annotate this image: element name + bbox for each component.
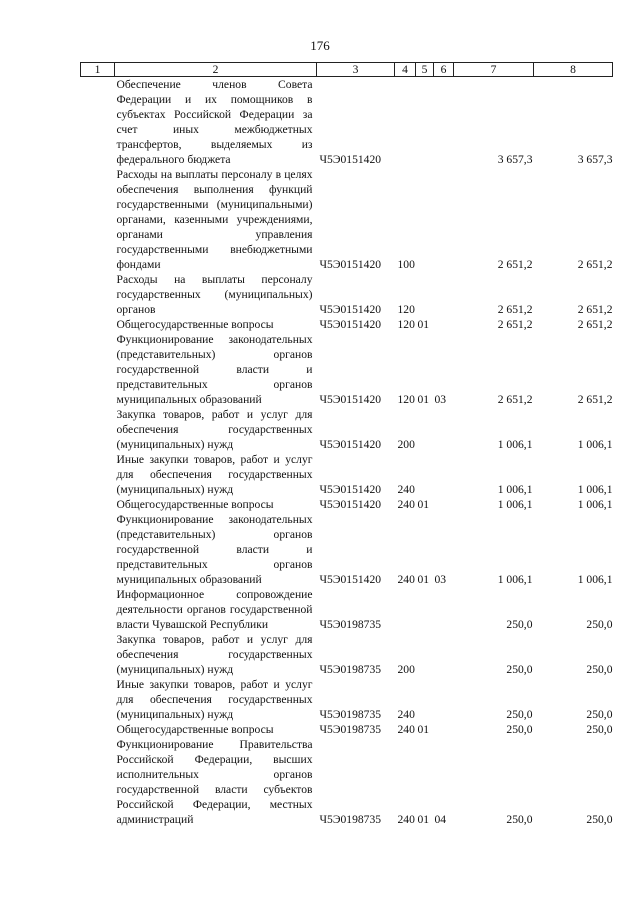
- table-row: [81, 677, 613, 722]
- section-code: [416, 77, 434, 168]
- cell-col1: [81, 332, 115, 407]
- table-row: [81, 587, 613, 632]
- section-code: [416, 677, 434, 722]
- target-article-code: Ч5Э0151420: [319, 258, 382, 271]
- table-row: [81, 167, 613, 272]
- table-row: [81, 722, 613, 737]
- amount-col8: 1 006,1: [577, 573, 613, 586]
- cell-col1: [81, 587, 115, 632]
- subsection-code: [434, 587, 454, 632]
- expense-type-code: 120: [397, 393, 415, 406]
- expense-name: Расходы на выплаты персоналу в целях обеспечения выполнения функций государственными (муниципальными) органами, казенными учреждениями, органами управления государственными внебюджетными фондами: [116, 168, 313, 271]
- expense-name: Закупка товаров, работ и услуг для обеспечения государственных (муниципальных) нужд: [116, 408, 313, 451]
- cell-col1: [81, 452, 115, 497]
- amount-col8: 250,0: [586, 708, 613, 721]
- expense-name: Функционирование законодательных (представительных) органов государственной власти и представительных органов муниципальных образований: [116, 333, 313, 406]
- target-article-code: Ч5Э0151420: [319, 438, 382, 451]
- target-article-code: Ч5Э0151420: [319, 318, 382, 331]
- amount-col7: 2 651,2: [497, 303, 533, 316]
- expense-type-code: 120: [397, 303, 415, 316]
- amount-col8: 1 006,1: [577, 483, 613, 496]
- expense-type-code: 240: [397, 573, 415, 586]
- amount-col8: 3 657,3: [577, 153, 613, 166]
- subsection-code: [434, 167, 454, 272]
- target-article-code: Ч5Э0151420: [319, 153, 382, 166]
- table-row: [81, 272, 613, 317]
- expense-name: Функционирование Правительства Российской Федерации, высших исполнительных органов государственной власти субъектов Российской Федерации, местных администраций: [116, 738, 313, 826]
- section-code: 01: [417, 498, 430, 511]
- table-row: [81, 77, 613, 168]
- amount-col7: 1 006,1: [497, 573, 533, 586]
- section-code: 01: [417, 393, 430, 406]
- target-article-code: Ч5Э0198735: [319, 723, 382, 736]
- subsection-code: 04: [434, 813, 447, 826]
- expense-type-code: 120: [397, 318, 415, 331]
- subsection-code: [434, 677, 454, 722]
- amount-col7: 3 657,3: [497, 153, 533, 166]
- cell-col1: [81, 632, 115, 677]
- target-article-code: Ч5Э0198735: [319, 708, 382, 721]
- column-header-7: 7: [454, 63, 534, 77]
- amount-col8: 2 651,2: [577, 318, 613, 331]
- amount-col7: 2 651,2: [497, 318, 533, 331]
- cell-col1: [81, 677, 115, 722]
- cell-col1: [81, 77, 115, 168]
- table-row: [81, 512, 613, 587]
- amount-col7: 2 651,2: [497, 393, 533, 406]
- amount-col8: 250,0: [586, 723, 613, 736]
- subsection-code: 03: [434, 393, 447, 406]
- header-row: [81, 63, 613, 77]
- column-header-3: 3: [317, 63, 395, 77]
- amount-col7: 250,0: [506, 813, 533, 826]
- cell-col1: [81, 722, 115, 737]
- page-number: 176: [310, 38, 330, 53]
- cell-col1: [81, 512, 115, 587]
- table-row: [81, 317, 613, 332]
- expense-type-code: 100: [397, 258, 415, 271]
- amount-col7: 250,0: [506, 618, 533, 631]
- column-header-2: 2: [115, 63, 317, 77]
- expense-type-code: 200: [397, 663, 415, 676]
- expense-name: Информационное сопровождение деятельности органов государственной власти Чувашской Республики: [116, 588, 313, 631]
- target-article-code: Ч5Э0151420: [319, 573, 382, 586]
- amount-col7: 1 006,1: [497, 498, 533, 511]
- column-header-5: 5: [416, 63, 434, 77]
- cell-col1: [81, 497, 115, 512]
- target-article-code: Ч5Э0151420: [319, 498, 382, 511]
- section-code: 01: [417, 318, 430, 331]
- section-code: 01: [417, 573, 430, 586]
- section-code: [416, 407, 434, 452]
- expense-type-code: 240: [397, 723, 415, 736]
- subsection-code: [434, 317, 454, 332]
- table-row: [81, 452, 613, 497]
- subsection-code: [434, 497, 454, 512]
- cell-col1: [81, 167, 115, 272]
- amount-col7: 250,0: [506, 723, 533, 736]
- cell-col1: [81, 317, 115, 332]
- section-code: [416, 272, 434, 317]
- expense-name: Иные закупки товаров, работ и услуг для обеспечения государственных (муниципальных) нужд: [116, 453, 313, 496]
- expense-name: Функционирование законодательных (представительных) органов государственной власти и представительных органов муниципальных образований: [116, 513, 313, 586]
- table-body: [81, 77, 613, 828]
- amount-col8: 250,0: [586, 663, 613, 676]
- section-code: [416, 167, 434, 272]
- column-header-4: 4: [395, 63, 416, 77]
- target-article-code: Ч5Э0151420: [319, 303, 382, 316]
- subsection-code: [434, 632, 454, 677]
- amount-col8: 2 651,2: [577, 303, 613, 316]
- section-code: [416, 587, 434, 632]
- subsection-code: [434, 407, 454, 452]
- target-article-code: Ч5Э0151420: [319, 393, 382, 406]
- cell-col1: [81, 272, 115, 317]
- expense-type-code: [395, 587, 416, 632]
- amount-col8: 1 006,1: [577, 498, 613, 511]
- table-row: [81, 737, 613, 827]
- expense-name: Расходы на выплаты персоналу государственных (муниципальных) органов: [116, 273, 313, 316]
- table-row: [81, 497, 613, 512]
- section-code: 01: [417, 813, 430, 826]
- table-row: [81, 632, 613, 677]
- amount-col7: 1 006,1: [497, 483, 533, 496]
- target-article-code: Ч5Э0198735: [319, 618, 382, 631]
- expense-name: Общегосударственные вопросы: [116, 318, 274, 331]
- target-article-code: Ч5Э0198735: [319, 813, 382, 826]
- table-header: [81, 63, 613, 77]
- subsection-code: 03: [434, 573, 447, 586]
- amount-col7: 1 006,1: [497, 438, 533, 451]
- expense-type-code: [395, 77, 416, 168]
- expense-type-code: 200: [397, 438, 415, 451]
- expense-type-code: 240: [397, 483, 415, 496]
- amount-col8: 2 651,2: [577, 393, 613, 406]
- amount-col7: 250,0: [506, 708, 533, 721]
- column-header-1: 1: [81, 63, 115, 77]
- section-code: 01: [417, 723, 430, 736]
- section-code: [416, 632, 434, 677]
- expense-name: Общегосударственные вопросы: [116, 723, 274, 736]
- expense-name: Общегосударственные вопросы: [116, 498, 274, 511]
- subsection-code: [434, 722, 454, 737]
- expense-type-code: 240: [397, 498, 415, 511]
- amount-col7: 2 651,2: [497, 258, 533, 271]
- table-row: [81, 407, 613, 452]
- amount-col8: 250,0: [586, 813, 613, 826]
- cell-col1: [81, 407, 115, 452]
- amount-col7: 250,0: [506, 663, 533, 676]
- subsection-code: [434, 77, 454, 168]
- amount-col8: 1 006,1: [577, 438, 613, 451]
- section-code: [416, 452, 434, 497]
- amount-col8: 250,0: [586, 618, 613, 631]
- subsection-code: [434, 452, 454, 497]
- target-article-code: Ч5Э0198735: [319, 663, 382, 676]
- column-header-6: 6: [434, 63, 454, 77]
- expense-name: Закупка товаров, работ и услуг для обеспечения государственных (муниципальных) нужд: [116, 633, 313, 676]
- expense-name: Обеспечение членов Совета Федерации и их помощников в субъектах Российской Федерации за счет иных межбюджетных трансфертов, выделяемых из федерального бюджета: [116, 78, 313, 166]
- expense-type-code: 240: [397, 708, 415, 721]
- budget-table: [80, 62, 613, 827]
- column-header-8: 8: [534, 63, 613, 77]
- expense-type-code: 240: [397, 813, 415, 826]
- target-article-code: Ч5Э0151420: [319, 483, 382, 496]
- amount-col8: 2 651,2: [577, 258, 613, 271]
- subsection-code: [434, 272, 454, 317]
- expense-name: Иные закупки товаров, работ и услуг для обеспечения государственных (муниципальных) нужд: [116, 678, 313, 721]
- table-row: [81, 332, 613, 407]
- cell-col1: [81, 737, 115, 827]
